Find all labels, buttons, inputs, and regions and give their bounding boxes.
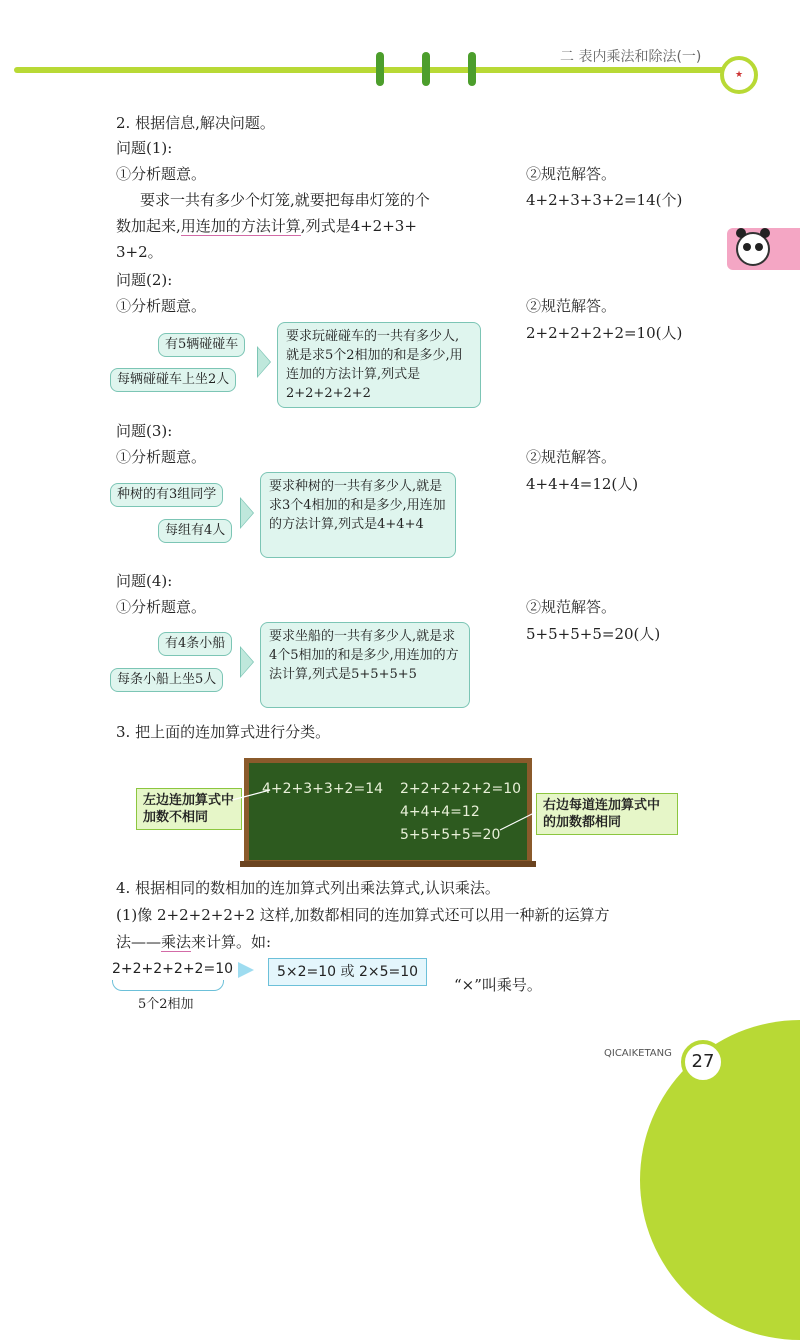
q4-condition-1: 有4条小船 [158, 632, 232, 656]
q3-answer-label: ②规范解答。 [526, 448, 617, 466]
q4-condition-2: 每条小船上坐5人 [110, 668, 223, 692]
q3-condition-1: 种树的有3组同学 [110, 483, 223, 507]
q3-condition-2: 每组有4人 [158, 519, 232, 543]
arrow-right-icon [238, 962, 254, 978]
brace-label: 5个2相加 [138, 997, 194, 1012]
q4-answer-label: ②规范解答。 [526, 598, 617, 616]
note-right: 右边每道连加算式中的加数都相同 [536, 793, 678, 835]
footer-brand: QICAIKETANG [604, 1048, 672, 1059]
q3-analyze: ①分析题意。 [116, 448, 207, 466]
q1-analyze: ①分析题意。 [116, 165, 207, 183]
q1-text-line1: 要求一共有多少个灯笼,就要把每串灯笼的个 [140, 191, 430, 209]
q1-label: 问题(1): [116, 139, 173, 157]
section2-heading: 2. 根据信息,解决问题。 [116, 114, 275, 132]
board-left-equation: 4+2+3+3+2=14 [262, 781, 384, 797]
q2-label: 问题(2): [116, 271, 173, 289]
board-right-equation-2: 4+4+4=12 [400, 804, 480, 820]
example-multiplication: 5×2=10 或 2×5=10 [268, 958, 427, 986]
chapter-badge-icon: ★ [720, 56, 758, 94]
q4-analyze: ①分析题意。 [116, 598, 207, 616]
q2-condition-1: 有5辆碰碰车 [158, 333, 245, 357]
times-sign-note: “×”叫乘号。 [454, 976, 542, 994]
chapter-title: 二 表内乘法和除法(一) [560, 49, 702, 65]
q1-text-line2: 数加起来,用连加的方法计算,列式是4+2+3+ [116, 217, 417, 235]
section4-paragraph-line1: (1)像 2+2+2+2+2 这样,加数都相同的连加算式还可以用一种新的运算方 [116, 906, 610, 924]
q4-answer: 5+5+5+5=20(人) [526, 625, 661, 643]
brace-icon [112, 980, 224, 991]
board-right-equation-3: 5+5+5+5=20 [400, 827, 501, 843]
q2-explanation: 要求玩碰碰车的一共有多少人,就是求5个2相加的和是多少,用连加的方法计算,列式是2+2+2+2+2 [277, 322, 481, 408]
q1-answer-label: ②规范解答。 [526, 165, 617, 183]
section4-heading: 4. 根据相同的数相加的连加算式列出乘法算式,认识乘法。 [116, 879, 500, 897]
q3-answer: 4+4+4=12(人) [526, 475, 639, 493]
q3-explanation: 要求种树的一共有多少人,就是求3个4相加的和是多少,用连加的方法计算,列式是4+4+4 [260, 472, 456, 558]
q2-answer: 2+2+2+2+2=10(人) [526, 324, 683, 342]
q2-analyze: ①分析题意。 [116, 297, 207, 315]
section4-paragraph-line2: 法——乘法来计算。如: [116, 933, 272, 951]
section3-heading: 3. 把上面的连加算式进行分类。 [116, 723, 331, 741]
q1-answer: 4+2+3+3+2=14(个) [526, 191, 683, 209]
q3-label: 问题(3): [116, 422, 173, 440]
example-sum: 2+2+2+2+2=10 [112, 961, 234, 977]
page-number: 27 [681, 1040, 725, 1084]
q4-explanation: 要求坐船的一共有多少人,就是求4个5相加的和是多少,用连加的方法计算,列式是5+5+5+5 [260, 622, 470, 708]
board-right-equation-1: 2+2+2+2+2=10 [400, 781, 522, 797]
q2-condition-2: 每辆碰碰车上坐2人 [110, 368, 236, 392]
note-left: 左边连加算式中加数不相同 [136, 788, 242, 830]
q1-text-line3: 3+2。 [116, 243, 163, 261]
q2-answer-label: ②规范解答。 [526, 297, 617, 315]
multiplication-term: 乘法 [161, 933, 192, 951]
q1-underlined-text: 用连加的方法计算 [180, 217, 301, 235]
q4-label: 问题(4): [116, 572, 173, 590]
